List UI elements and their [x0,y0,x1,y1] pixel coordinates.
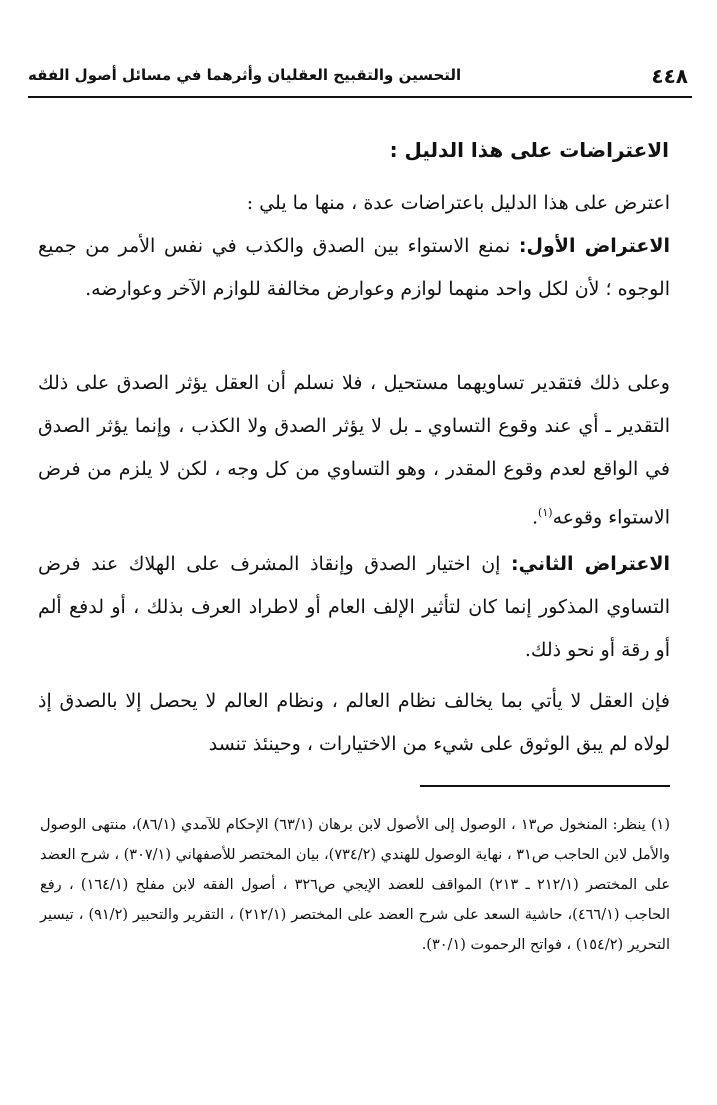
footnote-1: (١) ينظر: المنخول ص١٣ ، الوصول إلى الأصول لابن برهان (٦٣/١) الإحكام للآمدي (٨٦/١)، منتهى الوصول والأمل لابن الحاجب ص٣١ ، نهاية الوصول للهندي (٧٣٤/٢)، بيان المختصر للأصفهاني (٣٠٧/١) ، شرح العضد على المختصر (٢١٢/١ ـ ٢١٣) المواقف للعضد الإيجي ص٣٢٦ ، أصول الفقه لابن مفلح (١٦٤/١) ، رفع الحاجب (٤٦٦/١)، حاشية السعد على شرح العضد على المختصر (٢١٢/١) ، التقرير والتحبير (٩١/٢) ، تيسير التحرير (١٥٤/٢) ، فواتح الرحموت (٣٠/١). [39,817,671,953]
footnotes [40,810,670,960]
section-heading: الاعتراضات على هذا الدليل : [389,138,669,162]
header-rule [28,96,692,98]
running-header [28,62,692,98]
paragraph-4-text: فإن العقل لا يأتي بما يخالف نظام العالم ، ونظام العالم لا يحصل إلا بالصدق إذ لولاه لم يبق الوثوق على شيء من الاختيارات ، وحينئذ تنسد [38,690,670,755]
objection-1-text: نمنع الاستواء بين الصدق والكذب في نفس الأمر من جميع الوجوه ؛ لأن لكل واحد منهما لوازم وعوارض مخالفة للوازم الآخر وعوارضه. [38,235,670,300]
page-number: ٤٤٨ [651,64,688,88]
objection-1-paragraph [38,225,670,311]
objection-2-paragraph [38,543,670,672]
footnote-separator [420,785,670,787]
paragraph-2-text: وعلى ذلك فتقدير تساويهما مستحيل ، فلا نسلم أن العقل يؤثر الصدق على ذلك التقدير ـ أي عند وقوع التساوي ـ بل لا يؤثر الصدق ولا الكذب ، وإنما يؤثر الصدق في الواقع لعدم وقوع المقدر ، وهو التساوي من كل وجه ، لكن لا يلزم من فرض الاستواء وقوعه [38,372,670,529]
running-title: التحسين والتقبيح العقليان وأثرهما في مسائل أصول الفقه [28,66,462,84]
objection-1-label: الاعتراض الأول: [518,235,670,257]
intro-text: اعترض على هذا الدليل باعتراضات عدة ، منها ما يلي : [246,192,670,214]
objection-2-label: الاعتراض الثاني: [511,553,670,575]
footnote-marker: (١) [538,506,553,519]
intro-paragraph [38,182,670,225]
paragraph-4 [38,680,670,766]
paragraph-2-end: . [532,506,539,529]
paragraph-2 [38,362,670,539]
objection-2-text: إن اختيار الصدق وإنقاذ المشرف على الهلاك عند فرض التساوي المذكور إنما كان لتأثير الإلف العام أو لاطراد العرف بذلك ، أو لدفع ألم أو رقة أو نحو ذلك. [38,553,670,661]
